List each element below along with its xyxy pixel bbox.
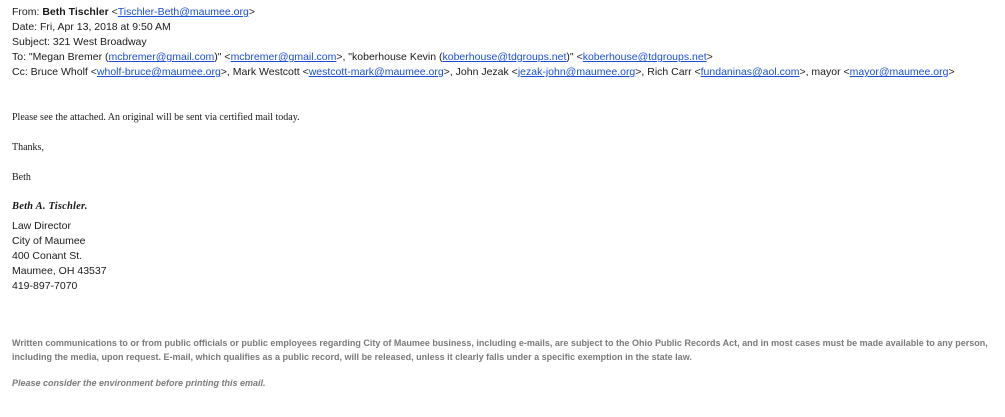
cc-email-link[interactable]: westcott-mark@maumee.org: [308, 66, 444, 78]
sender-name: Beth Tischler: [42, 6, 109, 18]
handwritten-signature: Beth A. Tischler.: [12, 201, 88, 212]
cc-text: >, mayor <: [799, 66, 850, 78]
from-label: From:: [12, 6, 43, 18]
to-text: )" <: [566, 51, 583, 63]
body-line-name: Beth: [12, 172, 31, 183]
legal-disclaimer: Written communications to or from public officials or public employees regarding City of Maumee business, including e-mails, are subject to the Ohio Public Records Act, and in most cases must be made available to any person, including the media, upon request. E-mail, which qualifies as a public record, will be released, unless it clearly falls under a specific exemption in the state law.: [12, 338, 988, 362]
to-email-link[interactable]: koberhouse@tdgroups.net: [442, 51, 567, 63]
to-line: [12, 50, 713, 65]
cc-text: >, Mark Westcott <: [220, 66, 309, 78]
signature-org: City of Maumee: [12, 235, 86, 247]
to-text: )" <: [214, 51, 231, 63]
cc-text: >, John Jezak <: [443, 66, 518, 78]
signature-address1: 400 Conant St.: [12, 250, 83, 262]
cc-email-link[interactable]: fundaninas@aol.com: [700, 66, 800, 78]
sender-email-link[interactable]: Tischler-Beth@maumee.org: [117, 6, 249, 18]
from-line: From: Beth Tischler <Tischler-Beth@maumee.org>: [12, 6, 255, 18]
cc-email-link[interactable]: wholf-bruce@maumee.org: [96, 66, 221, 78]
signature-phone: 419-897-7070: [12, 280, 78, 292]
body-line-thanks: Thanks,: [12, 142, 44, 153]
cc-text: >, Rich Carr <: [635, 66, 701, 78]
cc-email-link[interactable]: jezak-john@maumee.org: [517, 66, 636, 78]
to-email-link[interactable]: mcbremer@gmail.com: [230, 51, 337, 63]
environment-note: Please consider the environment before printing this email.: [12, 378, 266, 388]
signature-address2: Maumee, OH 43537: [12, 265, 107, 277]
subject-line: Subject: 321 West Broadway: [12, 36, 147, 48]
cc-text: Cc: Bruce Wholf <: [12, 66, 97, 78]
to-text: >, "koberhouse Kevin (: [336, 51, 443, 63]
to-email-link[interactable]: koberhouse@tdgroups.net: [582, 51, 707, 63]
to-email-link[interactable]: mcbremer@gmail.com: [108, 51, 215, 63]
cc-email-link[interactable]: mayor@maumee.org: [849, 66, 949, 78]
to-text: >: [706, 51, 713, 63]
body-line-attached: Please see the attached. An original will be sent via certified mail today.: [12, 112, 300, 123]
to-text: To: "Megan Bremer (: [12, 51, 109, 63]
cc-line: [12, 65, 955, 80]
date-line: Date: Fri, Apr 13, 2018 at 9:50 AM: [12, 21, 171, 33]
signature-title: Law Director: [12, 220, 71, 232]
cc-text: >: [948, 66, 955, 78]
